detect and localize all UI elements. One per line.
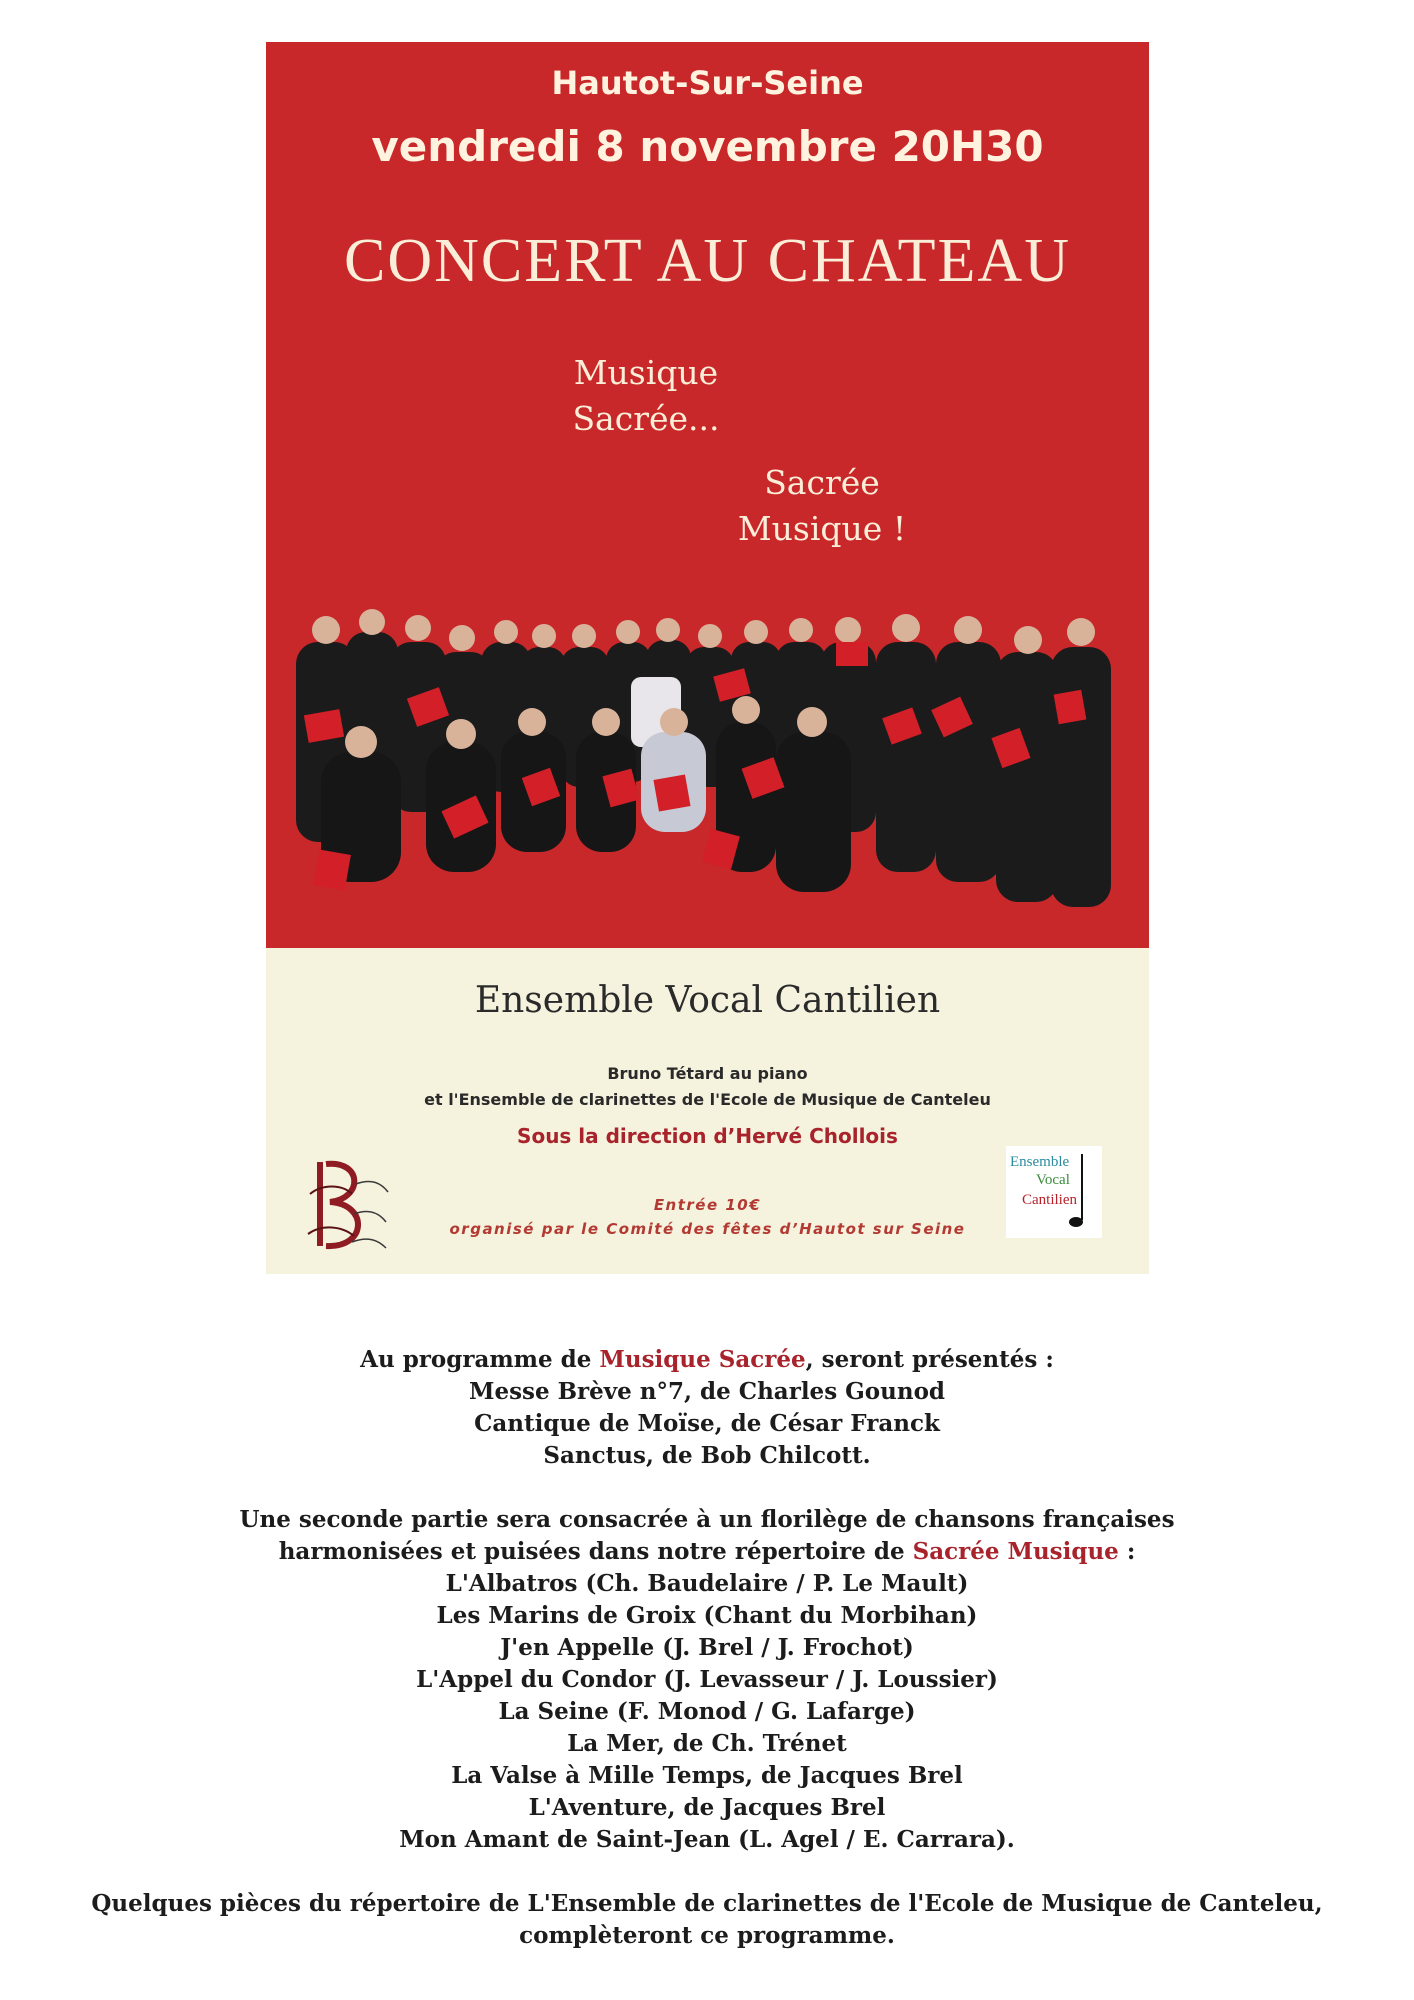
poster-town: Hautot-Sur-Seine [551, 64, 864, 102]
song-item: Mon Amant de Saint-Jean (L. Agel / E. Carrara). [399, 1826, 1015, 1853]
hautot-sur-seine-logo [302, 1154, 392, 1254]
highlight-sacree-musique: Sacrée Musique [912, 1538, 1119, 1565]
tagline-musique-sacree: Musique Sacrée... [572, 353, 720, 438]
sacred-piece: Messe Brève n°7, de Charles Gounod [468, 1378, 945, 1405]
organizer-line: organisé par le Comité des fêtes d’Hautot sur Seine [449, 1220, 966, 1238]
song-item: La Seine (F. Monod / G. Lafarge) [498, 1698, 916, 1725]
sacred-piece: Cantique de Moïse, de César Franck [474, 1410, 940, 1437]
song-item: Les Marins de Groix (Chant du Morbihan) [436, 1602, 978, 1629]
poster-title: CONCERT AU CHATEAU [344, 227, 1071, 295]
song-item: L'Aventure, de Jacques Brel [528, 1794, 886, 1821]
closing-line: Quelques pièces du répertoire de L'Ensemble de clarinettes de l'Ecole de Musique de Canteleu, [91, 1890, 1323, 1917]
entry-price: Entrée 10€ [653, 1196, 762, 1214]
second-part-line: harmonisées et puisées dans notre répertoire de Sacrée Musique : [278, 1538, 1136, 1565]
song-item: J'en Appelle (J. Brel / J. Frochot) [500, 1634, 914, 1661]
piano-credit: Bruno Tétard au piano [607, 1064, 808, 1083]
closing-line: complèteront ce programme. [519, 1922, 895, 1949]
ensemble-vocal-cantilien-logo: Ensemble Vocal Cantilien [1006, 1146, 1102, 1238]
tagline-sacree-musique: Sacrée Musique ! [737, 463, 907, 548]
second-part-line: Une seconde partie sera consacrée à un florilège de chansons françaises [239, 1506, 1175, 1533]
clarinets-credit: et l'Ensemble de clarinettes de l'Ecole de Musique de Canteleu [424, 1090, 991, 1109]
concert-poster [266, 42, 1149, 1274]
sacred-piece: Sanctus, de Bob Chilcott. [543, 1442, 871, 1469]
direction-credit: Sous la direction d’Hervé Chollois [517, 1124, 898, 1148]
choir-group-photo [276, 602, 1139, 948]
program-intro: Au programme de Musique Sacrée, seront présentés : [360, 1346, 1054, 1373]
song-item: La Mer, de Ch. Trénet [567, 1730, 847, 1757]
music-note-icon [1066, 1150, 1096, 1236]
song-item: La Valse à Mille Temps, de Jacques Brel [451, 1762, 963, 1789]
highlight-musique-sacree: Musique Sacrée [599, 1346, 806, 1373]
song-item: L'Appel du Condor (J. Levasseur / J. Loussier) [416, 1666, 998, 1693]
program-text [40, 1344, 1374, 1952]
ensemble-name: Ensemble Vocal Cantilien [474, 980, 941, 1021]
poster-date: vendredi 8 novembre 20H30 [371, 122, 1044, 171]
song-item: L'Albatros (Ch. Baudelaire / P. Le Mault) [445, 1570, 969, 1597]
